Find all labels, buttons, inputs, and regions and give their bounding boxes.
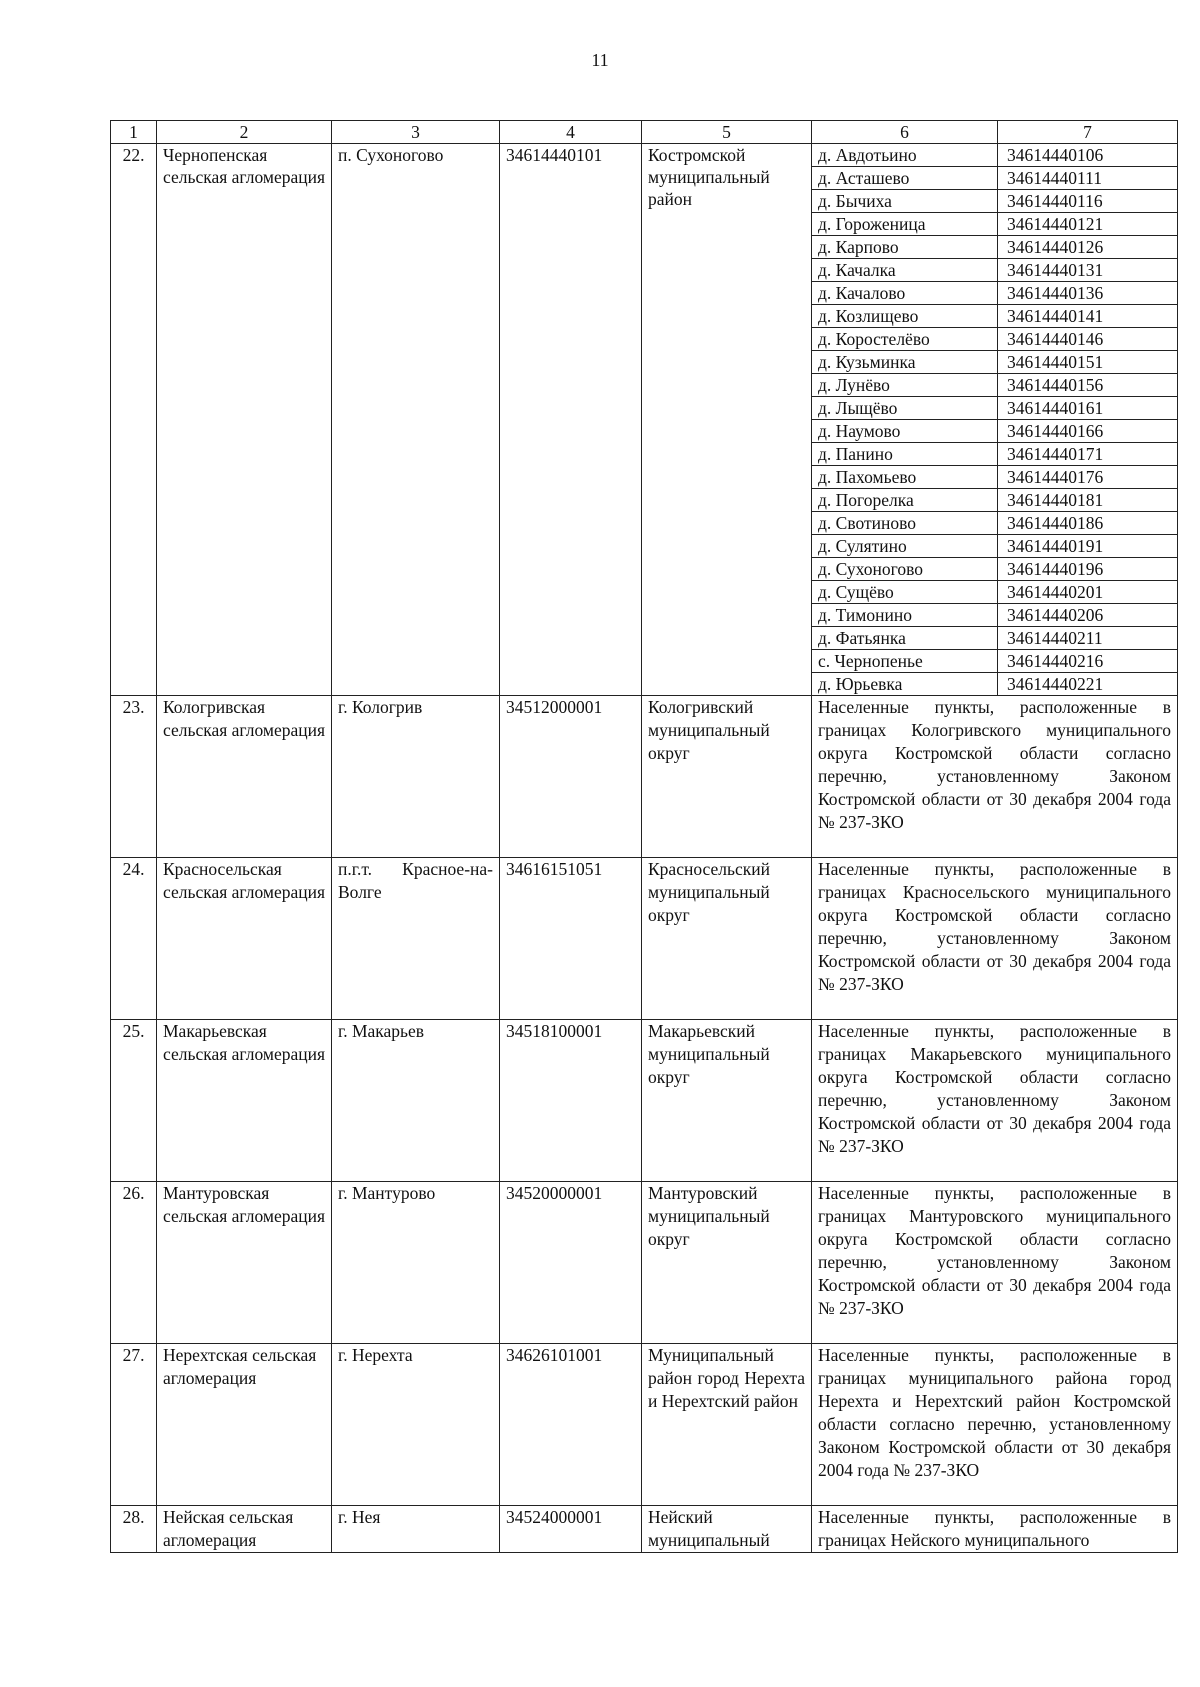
agglomeration-name: Нерехтская сельская агломерация [157,1344,332,1506]
village-name: д. Асташево [812,167,998,190]
village-name: д. Карпово [812,236,998,259]
oktmo-code: 34626101001 [500,1344,642,1506]
row-number: 25. [111,1020,157,1182]
village-name: д. Качалка [812,259,998,282]
village-name: д. Сущёво [812,581,998,604]
header-col-2: 2 [157,121,332,144]
village-code: 34614440186 [998,512,1178,535]
village-name: д. Лыщёво [812,397,998,420]
row-number: 28. [111,1506,157,1553]
municipality: Муниципальный район город Нерехта и Нерехтский район [642,1344,812,1506]
row-number: 22. [111,144,157,696]
header-col-1: 1 [111,121,157,144]
village-name: д. Гороженица [812,213,998,236]
center-settlement: г. Макарьев [332,1020,500,1182]
page-number: 11 [591,50,609,70]
agglomeration-name: Кологривская сельская агломерация [157,696,332,858]
center-settlement: г. Нея [332,1506,500,1553]
village-code: 34614440141 [998,305,1178,328]
village-code: 34614440196 [998,558,1178,581]
village-name: д. Тимонино [812,604,998,627]
village-name: д. Сулятино [812,535,998,558]
municipality: Макарьевский муниципальный округ [642,1020,812,1182]
oktmo-code: 34614440101 [500,144,642,696]
agglomeration-name: Чернопенская сельская агломерация [157,144,332,696]
municipality: Костромской муниципальный район [642,144,812,696]
settlements-description: Населенные пункты, расположенные в границах Макарьевского муниципального округа Костромской области согласно перечню, установленному Законом Костромской области от 30 декабря 2004 года № 237-ЗКО [812,1020,1178,1182]
village-code: 34614440216 [998,650,1178,673]
oktmo-code: 34524000001 [500,1506,642,1553]
table-row [111,1344,1178,1506]
center-settlement: г. Нерехта [332,1344,500,1506]
village-code: 34614440116 [998,190,1178,213]
row-number: 27. [111,1344,157,1506]
center-settlement: г. Кологрив [332,696,500,858]
header-col-6: 6 [812,121,998,144]
village-name: д. Бычиха [812,190,998,213]
oktmo-code: 34616151051 [500,858,642,1020]
settlements-description: Населенные пункты, расположенные в границах муниципального района город Нерехта и Нерехтский район Костромской области согласно перечню, установленному Законом Костромской области от 30 декабря 2004 года № 237-ЗКО [812,1344,1178,1506]
settlements-description: Населенные пункты, расположенные в границах Нейского муниципального [812,1506,1178,1553]
village-name: д. Лунёво [812,374,998,397]
village-code: 34614440126 [998,236,1178,259]
center-settlement: п. Сухоногово [332,144,500,696]
village-code: 34614440136 [998,282,1178,305]
village-code: 34614440191 [998,535,1178,558]
village-code: 34614440121 [998,213,1178,236]
village-name: д. Погорелка [812,489,998,512]
village-name: д. Юрьевка [812,673,998,696]
village-code: 34614440201 [998,581,1178,604]
municipality: Нейский муниципальный [642,1506,812,1553]
row-number: 24. [111,858,157,1020]
settlements-description: Населенные пункты, расположенные в границах Красносельского муниципального округа Костромской области согласно перечню, установленному Законом Костромской области от 30 декабря 2004 года № 237-ЗКО [812,858,1178,1020]
header-col-7: 7 [998,121,1178,144]
village-name: д. Козлищево [812,305,998,328]
village-name: д. Сухоногово [812,558,998,581]
village-code: 34614440221 [998,673,1178,696]
village-code: 34614440146 [998,328,1178,351]
agglomeration-name: Мантуровская сельская агломерация [157,1182,332,1344]
village-name: с. Чернопенье [812,650,998,673]
village-code: 34614440206 [998,604,1178,627]
table-row [111,144,1178,167]
oktmo-code: 34520000001 [500,1182,642,1344]
village-name: д. Кузьминка [812,351,998,374]
village-code: 34614440106 [998,144,1178,167]
municipality: Кологривский муниципальный округ [642,696,812,858]
row-number: 26. [111,1182,157,1344]
table-row [111,1182,1178,1344]
header-col-4: 4 [500,121,642,144]
village-name: д. Пахомьево [812,466,998,489]
agglomeration-table [110,120,1178,1553]
header-row [111,121,1178,144]
agglomeration-name: Макарьевская сельская агломерация [157,1020,332,1182]
center-settlement: г. Мантурово [332,1182,500,1344]
village-name: д. Качалово [812,282,998,305]
village-code: 34614440181 [998,489,1178,512]
village-name: д. Коростелёво [812,328,998,351]
village-code: 34614440166 [998,420,1178,443]
village-code: 34614440151 [998,351,1178,374]
village-name: д. Панино [812,443,998,466]
village-code: 34614440131 [998,259,1178,282]
table-row [111,858,1178,1020]
center-settlement: п.г.т. Красное-на-Волге [332,858,500,1020]
village-code: 34614440171 [998,443,1178,466]
municipality: Мантуровский муниципальный округ [642,1182,812,1344]
oktmo-code: 34518100001 [500,1020,642,1182]
village-code: 34614440161 [998,397,1178,420]
village-code: 34614440156 [998,374,1178,397]
village-name: д. Авдотьино [812,144,998,167]
table-row [111,1020,1178,1182]
oktmo-code: 34512000001 [500,696,642,858]
village-code: 34614440176 [998,466,1178,489]
village-code: 34614440111 [998,167,1178,190]
header-col-5: 5 [642,121,812,144]
settlements-description: Населенные пункты, расположенные в границах Кологривского муниципального округа Костромской области согласно перечню, установленному Законом Костромской области от 30 декабря 2004 года № 237-ЗКО [812,696,1178,858]
agglomeration-name: Красносельская сельская агломерация [157,858,332,1020]
row-number: 23. [111,696,157,858]
municipality: Красносельский муниципальный округ [642,858,812,1020]
village-name: д. Свотиново [812,512,998,535]
village-name: д. Фатьянка [812,627,998,650]
village-code: 34614440211 [998,627,1178,650]
settlements-description: Населенные пункты, расположенные в границах Мантуровского муниципального округа Костромской области согласно перечню, установленному Законом Костромской области от 30 декабря 2004 года № 237-ЗКО [812,1182,1178,1344]
village-name: д. Наумово [812,420,998,443]
table-row [111,1506,1178,1553]
table-row [111,696,1178,858]
header-col-3: 3 [332,121,500,144]
agglomeration-name: Нейская сельская агломерация [157,1506,332,1553]
